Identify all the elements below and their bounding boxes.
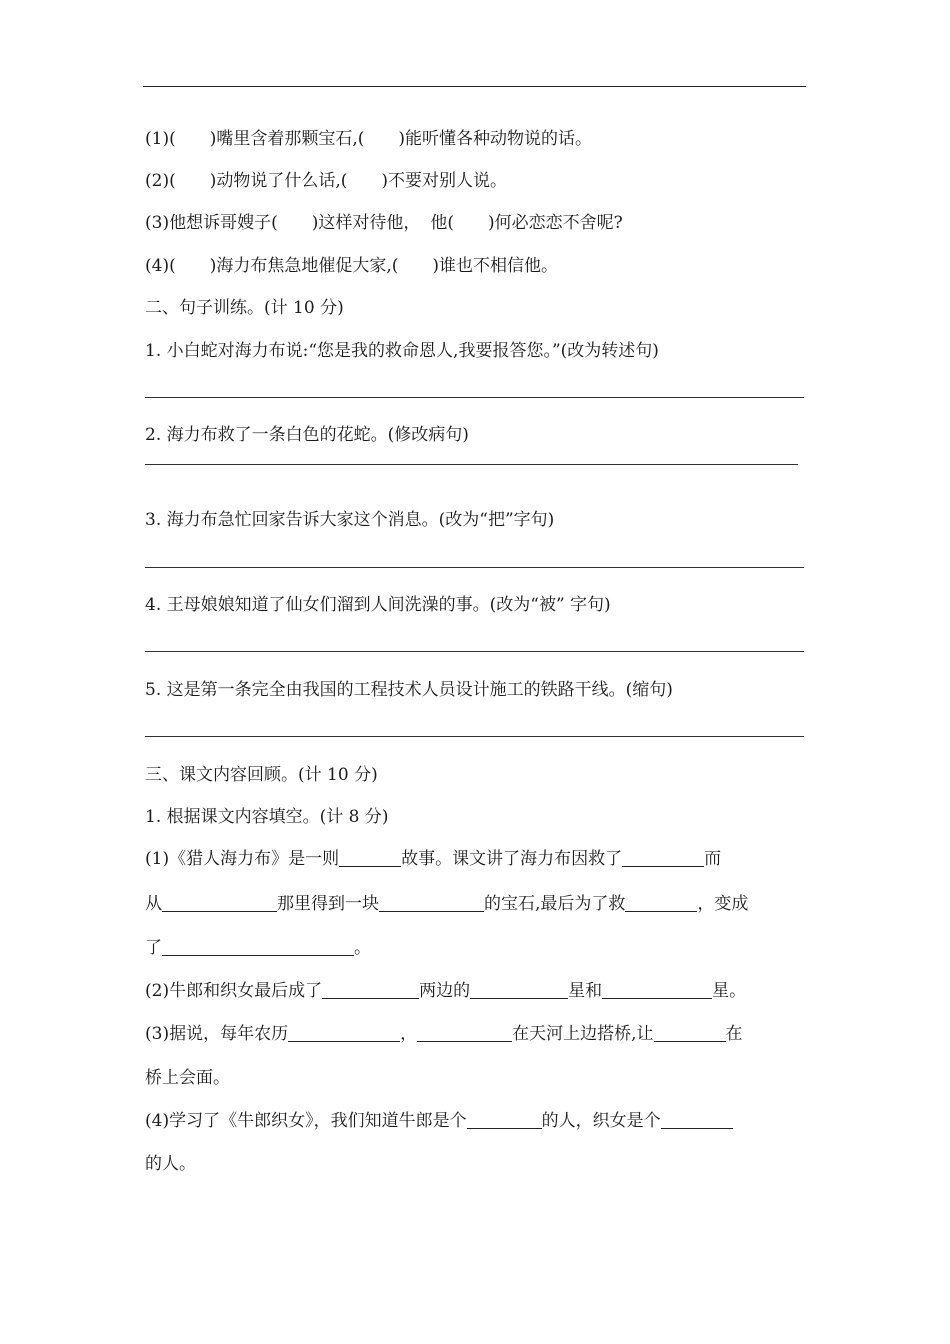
f2-blank-1[interactable] xyxy=(322,980,419,999)
sentence-item-2: 2. 海力布救了一条白色的花蛇。(修改病句) xyxy=(145,425,469,445)
fill-question-4 xyxy=(145,255,558,277)
f2-blank-3[interactable] xyxy=(602,980,712,999)
q3-d: )何必恋恋不舍呢? xyxy=(488,213,623,233)
answer-line-3[interactable] xyxy=(145,567,804,568)
f1-blank-3[interactable] xyxy=(162,893,277,912)
fill-question-2 xyxy=(145,170,507,192)
f3-d: 在 xyxy=(725,1024,743,1044)
f2-b: 两边的 xyxy=(419,981,471,1001)
f2-blank-2[interactable] xyxy=(470,980,568,999)
f4-blank-1[interactable] xyxy=(467,1110,542,1129)
f3-a: (3)据说，每年农历 xyxy=(145,1024,289,1044)
f1b-a: 从 xyxy=(145,894,162,914)
f1c-b: 。 xyxy=(354,938,371,958)
q3-b: )这样对待他， xyxy=(311,213,421,233)
section-2-title: 二、句子训练。(计 10 分) xyxy=(145,298,344,318)
subsection-3-1: 1. 根据课文内容填空。(计 8 分) xyxy=(145,807,389,827)
f1-c: 而 xyxy=(704,849,722,869)
recall-fill-1 xyxy=(145,848,721,870)
q2-b: )动物说了什么话,( xyxy=(209,171,348,191)
sentence-item-4: 4. 王母娘娘知道了仙女们溜到人间洗澡的事。(改为“被” 字句) xyxy=(145,595,611,615)
q4-a: (4)( xyxy=(145,256,176,276)
q4-b: )海力布焦急地催促大家,( xyxy=(209,256,399,276)
sentence-item-3: 3. 海力布急忙回家告诉大家这个消息。(改为“把”字句) xyxy=(145,510,555,530)
recall-fill-1-cont xyxy=(145,893,748,915)
q2-a: (2)( xyxy=(145,171,176,191)
answer-line-1[interactable] xyxy=(145,397,804,398)
f2-d: 星。 xyxy=(712,981,747,1001)
f1b-c: 的宝石,最后为了救 xyxy=(484,894,626,914)
f1b-d: ，变成 xyxy=(697,894,749,914)
recall-fill-3 xyxy=(145,1023,743,1045)
recall-fill-2 xyxy=(145,980,746,1002)
recall-fill-3-cont: 桥上会面。 xyxy=(145,1068,230,1088)
f2-c: 星和 xyxy=(568,981,603,1001)
q1-c: )能听懂各种动物说的话。 xyxy=(398,129,593,149)
q1-a: (1)( xyxy=(145,129,176,149)
f1-blank-6[interactable] xyxy=(162,937,354,956)
f1-a: (1)《猎人海力布》是一则 xyxy=(145,849,340,869)
f2-a: (2)牛郎和织女最后成了 xyxy=(145,981,323,1001)
f3-blank-1[interactable] xyxy=(288,1023,400,1042)
f1-blank-5[interactable] xyxy=(625,893,697,912)
f3-b: ， xyxy=(400,1024,418,1044)
f3-blank-3[interactable] xyxy=(654,1023,726,1042)
f1-blank-1[interactable] xyxy=(339,848,401,867)
fill-question-1 xyxy=(145,128,592,150)
answer-line-5[interactable] xyxy=(145,736,804,737)
f1-b: 故事。课文讲了海力布因救了 xyxy=(401,849,623,869)
answer-line-2[interactable] xyxy=(145,464,798,465)
sentence-item-5: 5. 这是第一条完全由我国的工程技术人员设计施工的铁路干线。(缩句) xyxy=(145,680,673,700)
f1b-b: 那里得到一块 xyxy=(277,894,379,914)
answer-line-4[interactable] xyxy=(145,651,804,652)
q2-c: )不要对别人说。 xyxy=(381,171,508,191)
sentence-item-1: 1. 小白蛇对海力布说:“您是我的救命恩人,我要报答您。”(改为转述句) xyxy=(145,341,659,361)
f3-blank-2[interactable] xyxy=(417,1023,512,1042)
fill-question-3 xyxy=(145,212,623,234)
recall-fill-4-end: 的人。 xyxy=(145,1154,196,1174)
f4-a: (4)学习了《牛郎织女》，我们知道牛郎是个 xyxy=(145,1111,467,1131)
section-3-title: 三、课文内容回顾。(计 10 分) xyxy=(145,765,378,785)
f1-blank-4[interactable] xyxy=(379,893,484,912)
f4-b: 的人，织女是个 xyxy=(541,1111,661,1131)
q1-b: )嘴里含着那颗宝石,( xyxy=(209,129,365,149)
q4-c: )谁也不相信他。 xyxy=(432,256,559,276)
q3-c: 他( xyxy=(430,213,454,233)
recall-fill-4 xyxy=(145,1110,733,1132)
f1c-a: 了 xyxy=(145,938,162,958)
f1-blank-2[interactable] xyxy=(622,848,704,867)
f4-blank-2[interactable] xyxy=(661,1110,733,1129)
recall-fill-1-end xyxy=(145,937,371,959)
f3-c: 在天河上边搭桥,让 xyxy=(512,1024,654,1044)
header-rule xyxy=(143,86,806,87)
q3-a: (3)他想诉哥嫂子( xyxy=(145,213,278,233)
